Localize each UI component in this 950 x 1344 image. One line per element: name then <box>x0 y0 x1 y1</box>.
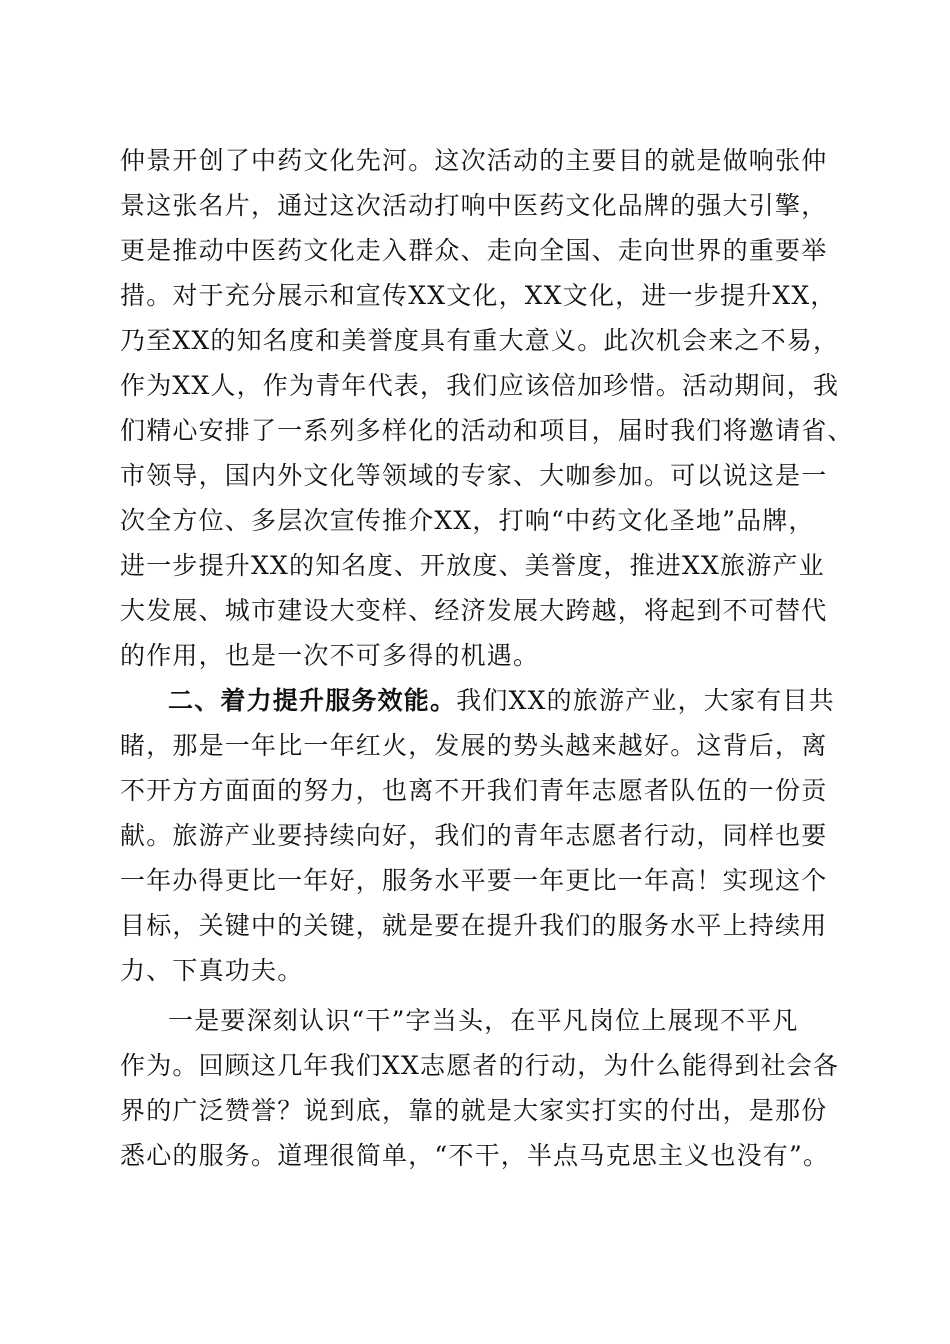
paragraph-1-line-12: 的作用，也是一次不可多得的机遇。 <box>120 641 540 670</box>
paragraph-3-line-2: 作为。回顾这几年我们XX志愿者的行动，为什么能得到社会各 <box>120 1051 840 1080</box>
paragraph-1-line-6: 作为XX人，作为青年代表，我们应该倍加珍惜。活动期间，我 <box>120 371 840 400</box>
paragraph-2-line-7: 力、下真功夫。 <box>120 956 304 985</box>
paragraph-2-line-1-text: 我们XX的旅游产业，大家有目共 <box>456 686 835 715</box>
paragraph-1-line-1: 仲景开创了中药文化先河。这次活动的主要目的就是做响张仲 <box>120 146 828 175</box>
paragraph-2-line-6: 目标，关键中的关键，就是要在提升我们的服务水平上持续用 <box>120 911 828 940</box>
paragraph-1-line-11: 大发展、城市建设大变样、经济发展大跨越，将起到不可替代 <box>120 596 828 625</box>
paragraph-2-line-5: 一年办得更比一年好，服务水平要一年更比一年高！实现这个 <box>120 866 828 895</box>
paragraph-3-line-3: 界的广泛赞誉？说到底，靠的就是大家实打实的付出，是那份 <box>120 1096 828 1125</box>
paragraph-1-line-9: 次全方位、多层次宣传推介XX，打响“中药文化圣地”品牌， <box>120 506 815 535</box>
paragraph-2-line-1 <box>168 682 835 720</box>
paragraph-3-line-1: 一是要深刻认识“干”字当头，在平凡岗位上展现不平凡 <box>168 1006 799 1035</box>
section-heading: 二、着力提升服务效能。 <box>168 686 457 715</box>
paragraph-1-line-8: 市领导，国内外文化等领域的专家、大咖参加。可以说这是一 <box>120 461 828 490</box>
paragraph-2-line-3: 不开方方面面的努力，也离不开我们青年志愿者队伍的一份贡 <box>120 776 828 805</box>
paragraph-2-line-4: 献。旅游产业要持续向好，我们的青年志愿者行动，同样也要 <box>120 821 828 850</box>
paragraph-3-line-4: 悉心的服务。道理很简单，“不干，半点马克思主义也没有”。 <box>120 1141 830 1170</box>
paragraph-1-line-10: 进一步提升XX的知名度、开放度、美誉度，推进XX旅游产业 <box>120 551 825 580</box>
paragraph-1-line-3: 更是推动中医药文化走入群众、走向全国、走向世界的重要举 <box>120 236 828 265</box>
paragraph-1-line-5: 乃至XX的知名度和美誉度具有重大意义。此次机会来之不易， <box>120 326 840 355</box>
paragraph-2-line-2: 睹，那是一年比一年红火，发展的势头越来越好。这背后，离 <box>120 731 828 760</box>
paragraph-1-line-2: 景这张名片，通过这次活动打响中医药文化品牌的强大引擎， <box>120 191 828 220</box>
paragraph-1-line-4: 措。对于充分展示和宣传XX文化，XX文化，进一步提升XX， <box>120 281 837 310</box>
paragraph-1-line-7: 们精心安排了一系列多样化的活动和项目，届时我们将邀请省、 <box>120 416 854 445</box>
